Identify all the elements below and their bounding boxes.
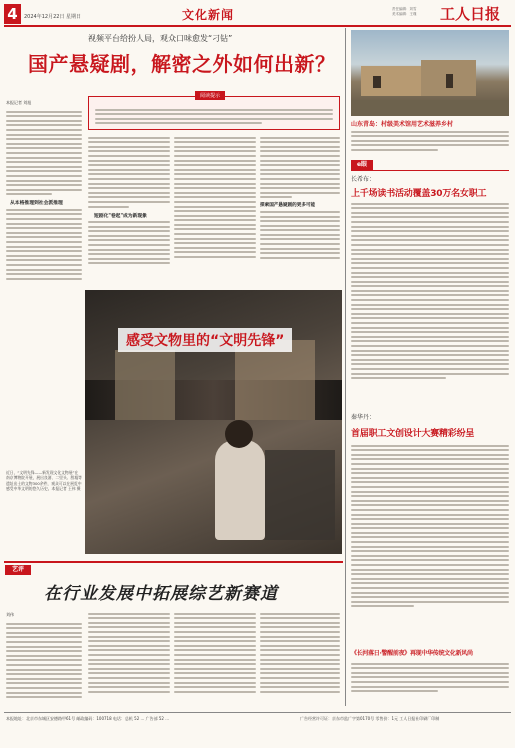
reading-tip-text [95,106,333,127]
village-museum-text [351,128,509,158]
page-number-badge: 4 [4,4,21,24]
e-eye-rule [351,170,509,171]
photo-feature-caption: 近日，“文明先锋——新发现文化文物展”在南京博物院开展，展出良渚、二里头、殷墟等遗址出土的文物300余件，观众可以在展览中感受中华文明的悠久历史。本报记者 王伟 摄 [6,470,82,491]
commentary-headline: 上千场读书活动覆盖30万名女职工 [351,189,487,199]
arts-section-rule [4,561,343,563]
article-headline: 国产悬疑剧，解密之外如何出新？ [28,52,336,76]
news3-headline: 《长河落日·警醒前夜》再现中华传统文化新风尚 [351,650,473,657]
village-museum-caption: 山东青岛：村级美术馆用艺术滋养乡村 [351,121,454,128]
subhead-1: 从本格推理到社会派推理 [10,201,63,207]
article-kicker: 视频平台给扮人局，观众口味愈发“刁钻” [88,34,233,43]
news3-text [351,660,509,706]
footer-price: 广告经营许可证：京东市监广字第0170号 零售价：1元 工人日报社印刷厂印制 [300,716,440,721]
reading-tip-box [88,93,340,130]
footer-rule [4,712,511,713]
commentary-byline: 长希布： [351,176,376,183]
article-col-4 [260,134,340,288]
article-col-2 [88,134,170,288]
arts-col-2 [88,610,170,706]
article-col-1 [6,108,82,288]
arts-col-3 [174,610,256,706]
e-eye-banner: e眼 [351,160,373,170]
news-text [351,442,509,632]
village-museum-photo [351,30,509,116]
article-byline: 本报记者 刘旭 [6,100,32,105]
footer-address: 本报地址：北京市东城区安德路甲61号 邮政编码：100718 电话：总机 52 ... 广告部 52 ... [6,716,170,721]
editor-info: 责任编辑：刘雪 美术编辑：王瑾 [392,7,417,16]
arts-headline: 在行业发展中拓展综艺新赛道 [44,584,278,604]
subhead-3: 探索国产悬疑剧的更多可能 [260,203,316,209]
paper-logo: 工人日报 [440,5,501,23]
masthead-rule [4,25,511,27]
arts-col-4 [260,610,340,706]
right-column-divider [345,28,346,706]
article-col-3 [174,134,256,288]
section-title: 文化新闻 [182,8,235,22]
news-byline: 秦华丹： [351,414,376,421]
issue-date: 2024年12月22日 星期日 [24,14,82,20]
news-headline: 首届职工文创设计大赛精彩纷呈 [351,429,475,439]
reading-tip-title: 阅读提示 [195,91,225,100]
arts-col-1 [6,620,82,706]
subhead-2: 短剧化"卷起"成为新现象 [94,213,147,219]
arts-section-tag: 艺评 [5,565,31,575]
photo-feature-title: 感受文物里的“文明先锋” [118,328,292,352]
commentary-text [351,200,509,400]
arts-byline: 刘伟 [6,612,14,617]
